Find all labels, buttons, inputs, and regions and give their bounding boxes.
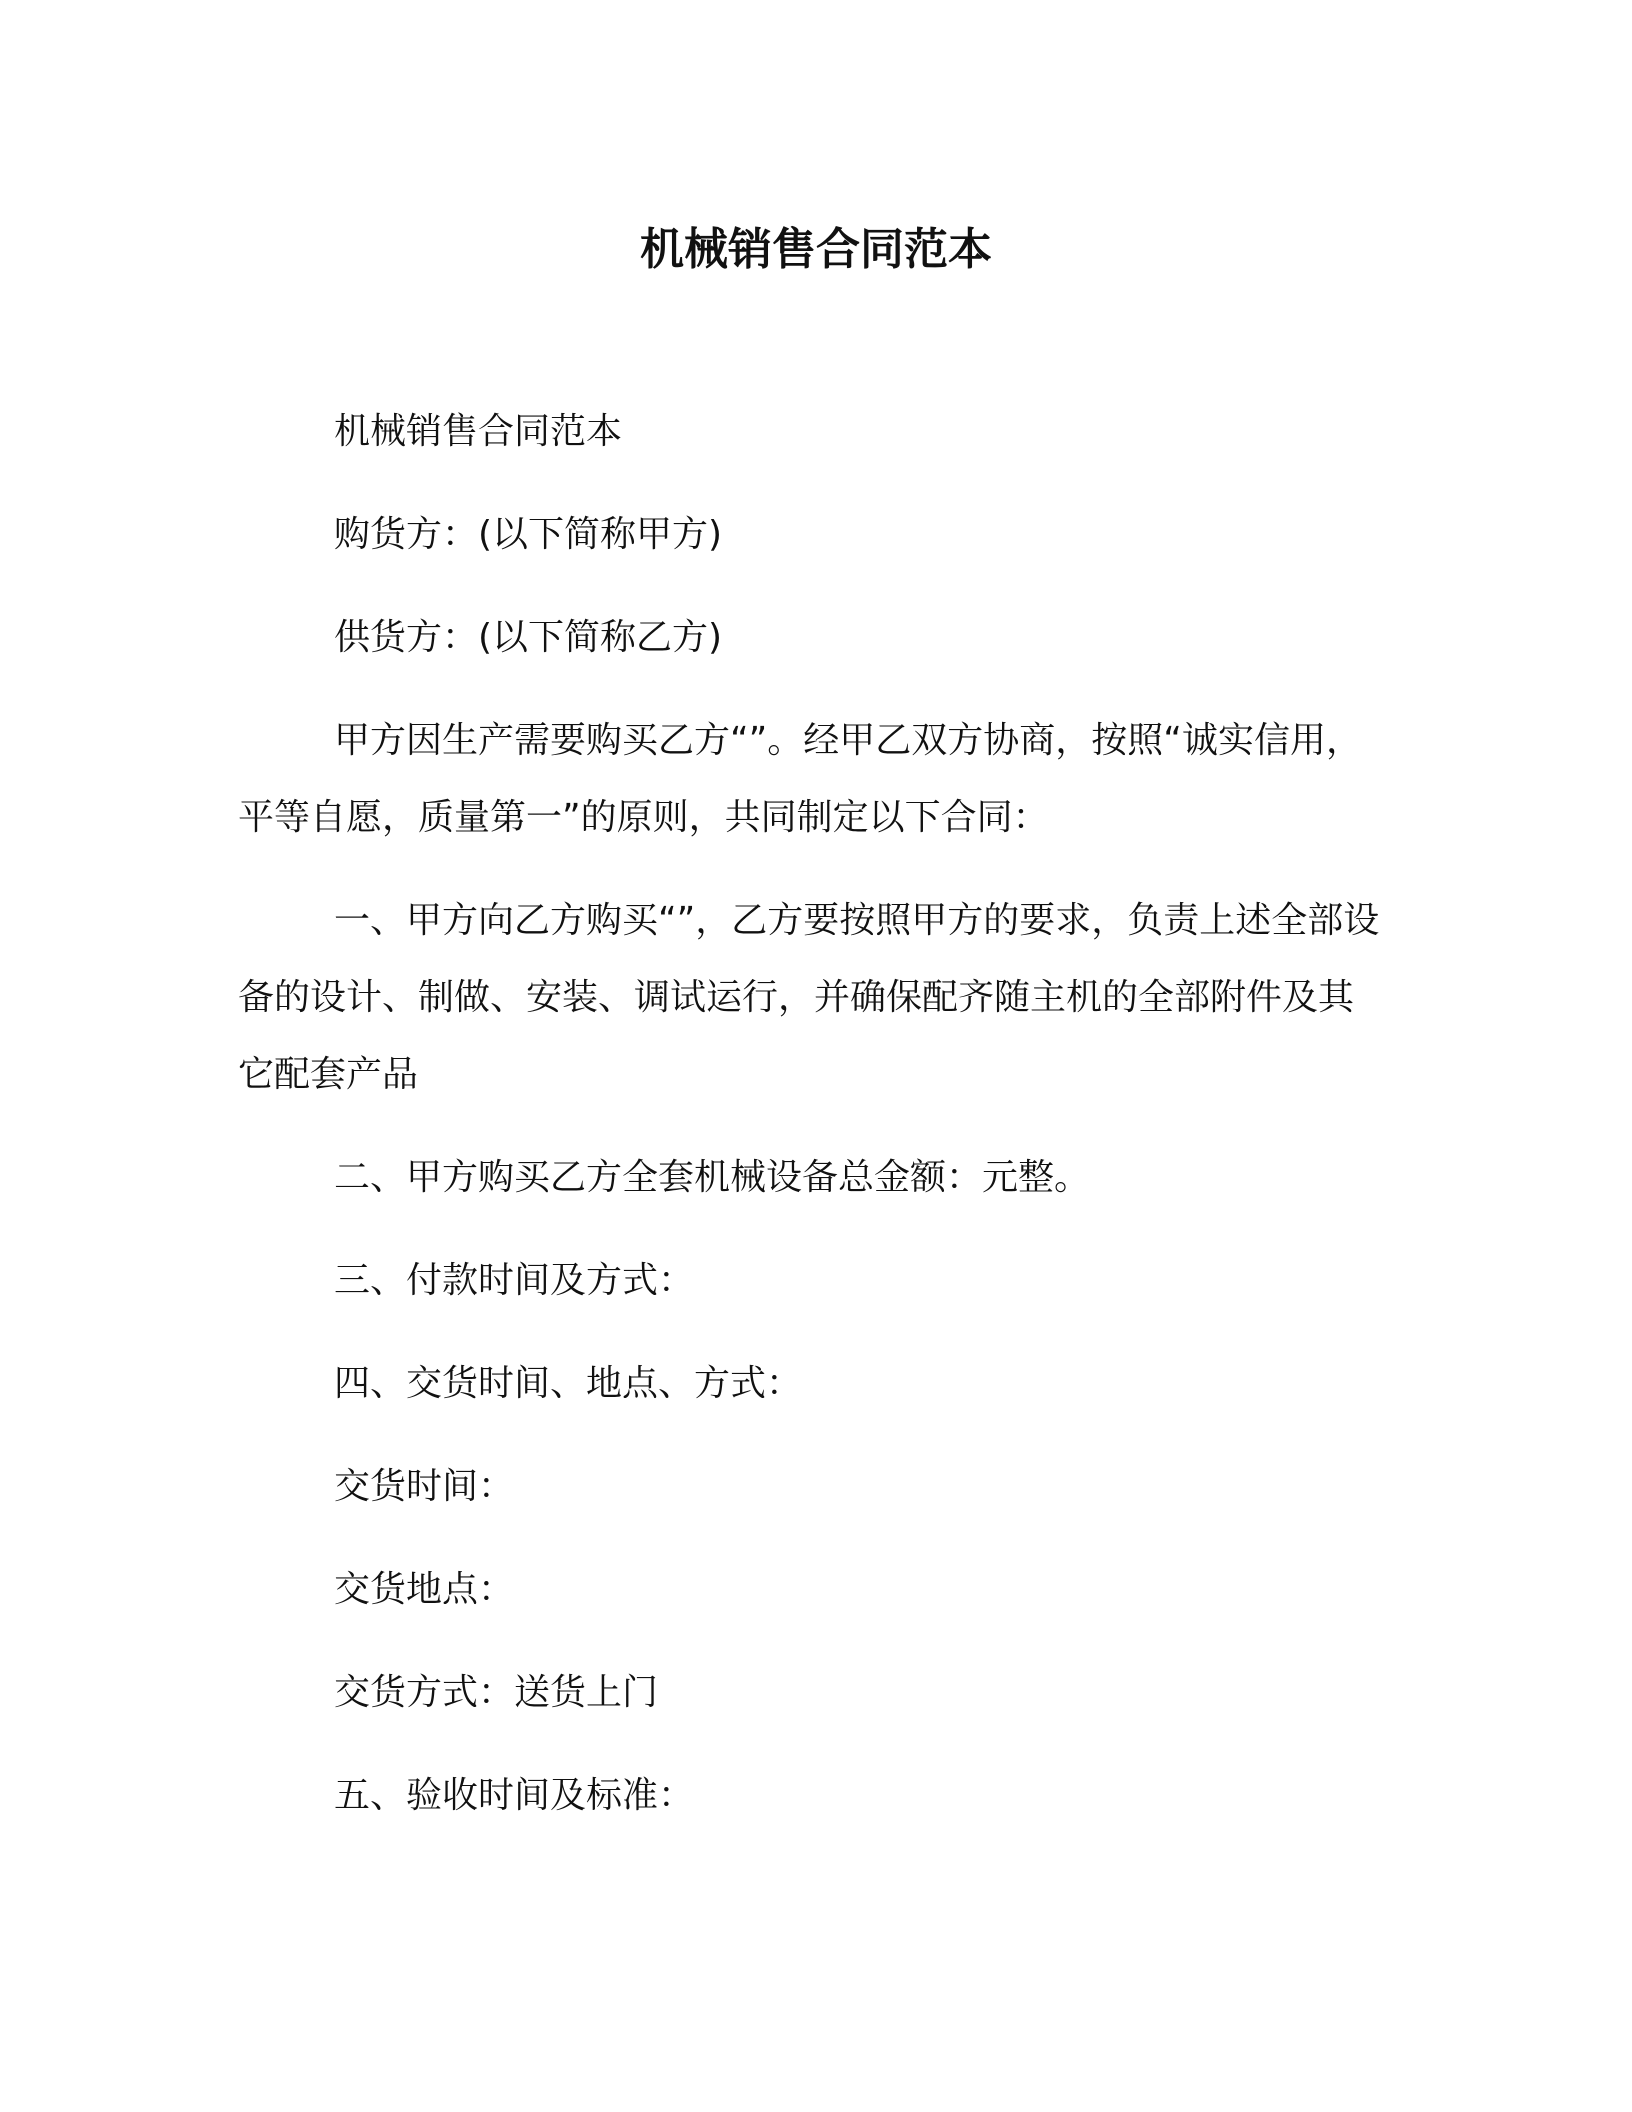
paragraph-clause-3: 三、付款时间及方式： <box>334 1260 695 1301</box>
paragraph-delivery-method: 交货方式：送货上门 <box>334 1672 659 1713</box>
paragraph-delivery-time: 交货时间： <box>334 1466 515 1507</box>
paragraph-clause-1: 一、甲方向乙方购买“”，乙方要按照甲方的要求，负责上述全部设备的设计、制做、安装、调试运行，并确保配齐随主机的全部附件及其它配套产品 <box>238 900 1380 1095</box>
paragraph-buyer: 购货方：(以下简称甲方) <box>334 514 723 555</box>
paragraph-intro: 甲方因生产需要购买乙方“”。经甲乙双方协商，按照“诚实信用，平等自愿，质量第一”的原则，共同制定以下合同： <box>238 720 1362 838</box>
paragraph-clause-4: 四、交货时间、地点、方式： <box>334 1363 803 1404</box>
document-body <box>238 393 1388 1860</box>
document-title: 机械销售合同范本 <box>640 224 992 275</box>
paragraph-subtitle: 机械销售合同范本 <box>334 411 623 452</box>
paragraph-clause-2: 二、甲方购买乙方全套机械设备总金额：元整。 <box>334 1157 1091 1198</box>
paragraph-supplier: 供货方：(以下简称乙方) <box>334 617 723 658</box>
paragraph-delivery-place: 交货地点： <box>334 1569 515 1610</box>
paragraph-clause-5: 五、验收时间及标准： <box>334 1775 695 1816</box>
